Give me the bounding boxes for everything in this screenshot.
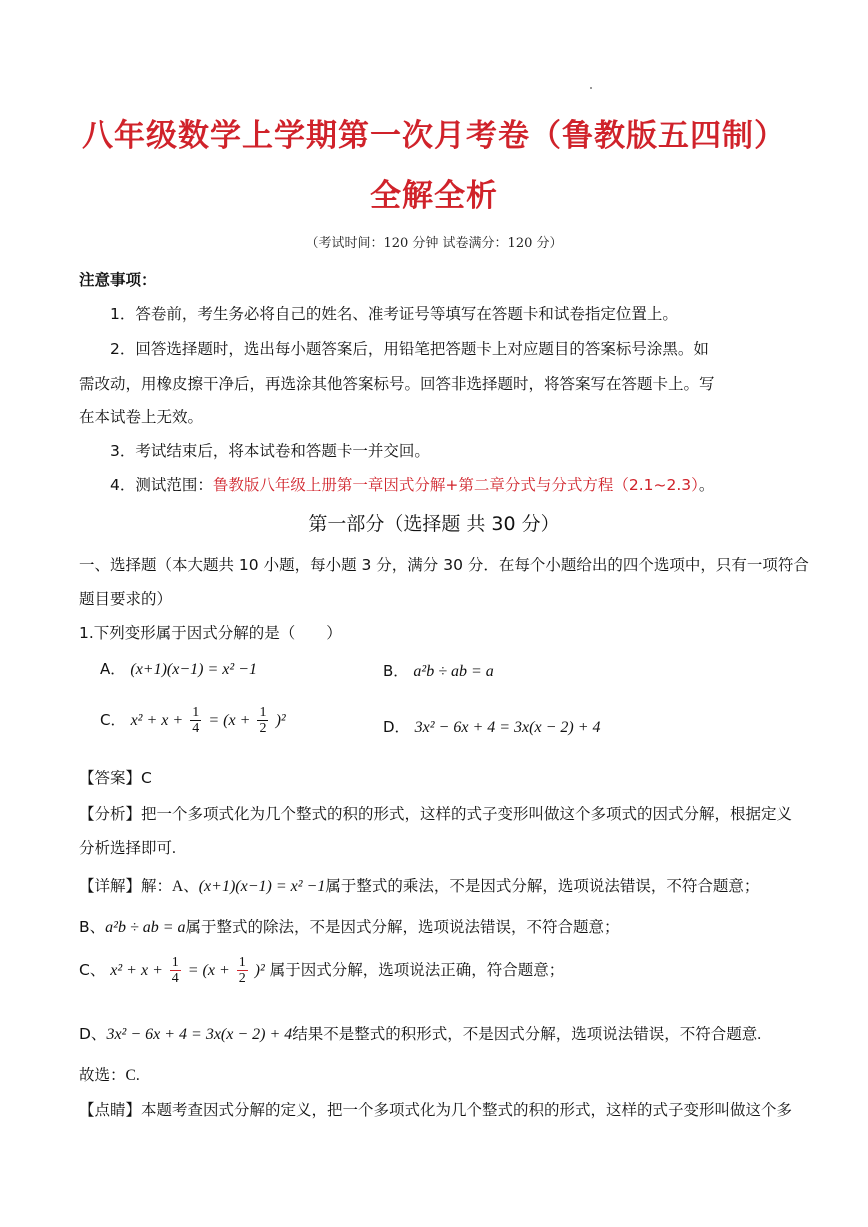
page-subtitle: 全解全析: [370, 178, 498, 214]
detail-d-text: 结果不是整式的积形式，不是因式分解，选项说法错误，不符合题意.: [292, 1026, 762, 1043]
detail-c-expr-right: )²: [254, 962, 265, 979]
detail-c-fraction-2: $\frac{1}{2}$: [238, 955, 246, 986]
detail-d-expr: 3x² − 6x + 4 = 3x(x − 2) + 4: [106, 1026, 293, 1043]
option-c-expr-left: x² + x +: [130, 712, 184, 729]
comment-text: 本题考查因式分解的定义，把一个多项式化为几个整式的积的形式，这样的式子变形叫做这个多: [141, 1102, 793, 1119]
analysis-tag: 【分析】: [79, 805, 142, 823]
option-c-fraction-1: $\frac{1}{4}$: [192, 705, 200, 736]
notice-item-3: 3．考试结束后，将本试卷和答题卡一并交回。: [110, 442, 430, 460]
notice-item-1: 1．答卷前，考生务必将自己的姓名、准考证号等填写在答题卡和试卷指定位置上。: [110, 305, 678, 323]
detail-c-prefix: C、: [79, 961, 106, 979]
detail-d-prefix: D、: [79, 1025, 107, 1043]
option-b-letter: B．: [383, 662, 409, 680]
detail-b: [79, 915, 620, 937]
answer-value: C: [141, 769, 152, 787]
comment-tag: 【点睛】: [79, 1101, 142, 1119]
detail-a-text: 属于整式的乘法，不是因式分解，选项说法错误，不符合题意；: [325, 878, 760, 895]
detail-tag: 【详解】: [79, 877, 142, 895]
answer-line: [79, 766, 152, 788]
detail-c-text: 属于因式分解，选项说法正确，符合题意；: [269, 962, 565, 979]
detail-c-fraction-1: $\frac{1}{4}$: [171, 955, 179, 986]
detail-a-prefix: 解：A、: [141, 878, 199, 895]
analysis-line2: 分析选择即可.: [79, 840, 176, 857]
option-a: [100, 658, 257, 679]
detail-b-prefix: B、: [79, 918, 106, 936]
part1-heading: 第一部分（选择题 共 30 分）: [308, 513, 560, 535]
question-1-stem: 1.下列变形属于因式分解的是（ ）: [79, 624, 342, 642]
option-d-expr: 3x² − 6x + 4 = 3x(x − 2) + 4: [414, 719, 601, 736]
option-d-letter: D．: [383, 718, 410, 736]
notice-item-2-line3: 在本试卷上无效。: [79, 408, 204, 426]
option-c-expr-mid: = (x +: [208, 712, 251, 729]
section-instructions-line1: 一、选择题（本大题共 10 小题，每小题 3 分，满分 30 分．在每个小题给出的四个选项中，只有一项符合: [79, 556, 809, 574]
conclusion: 故选：C.: [79, 1067, 140, 1084]
comment-line: [79, 1098, 792, 1120]
scan-dot: [590, 87, 592, 89]
detail-a: [79, 874, 759, 896]
detail-d: [79, 1022, 761, 1044]
notice-item-4-suffix: 。: [698, 476, 715, 494]
detail-a-expr: (x+1)(x−1) = x² −1: [198, 878, 326, 895]
detail-c-expr-mid: = (x +: [187, 962, 230, 979]
detail-b-expr: a²b ÷ ab = a: [105, 919, 186, 936]
option-c-fraction-2: $\frac{1}{2}$: [259, 705, 267, 736]
notice-item-2-line1: 2．回答选择题时，选出每小题答案后，用铅笔把答题卡上对应题目的答案标号涂黑。如: [110, 340, 709, 358]
test-scope: 鲁教版八年级上册第一章因式分解+第二章分式与分式方程（2.1~2.3）: [212, 476, 699, 494]
option-a-expr: (x+1)(x−1) = x² −1: [130, 661, 257, 678]
option-d: [383, 716, 601, 737]
detail-c-expr-left: x² + x +: [110, 962, 163, 979]
section-instructions-line2: 题目要求的）: [79, 590, 173, 608]
option-c: [100, 705, 286, 736]
detail-b-text: 属于整式的除法，不是因式分解，选项说法错误，不符合题意；: [185, 919, 620, 936]
option-a-letter: A．: [100, 660, 126, 678]
analysis-text: 把一个多项式化为几个整式的积的形式，这样的式子变形叫做这个多项式的因式分解，根据定义: [141, 806, 793, 823]
page-title: 八年级数学上学期第一次月考卷（鲁教版五四制）: [82, 118, 786, 154]
answer-tag: 【答案】: [79, 769, 142, 787]
notice-item-4: [110, 473, 714, 495]
detail-c: [79, 955, 564, 986]
notice-heading: 注意事项：: [79, 271, 157, 289]
option-c-letter: C．: [100, 711, 126, 729]
analysis-line1: [79, 802, 792, 824]
option-b-expr: a²b ÷ ab = a: [413, 663, 494, 680]
option-c-expr-right: )²: [275, 712, 286, 729]
exam-meta: （考试时间：120 分钟 试卷满分：120 分）: [305, 236, 563, 251]
option-b: [383, 660, 494, 681]
notice-item-2-line2: 需改动，用橡皮擦干净后，再选涂其他答案标号。回答非选择题时，将答案写在答题卡上。写: [79, 375, 715, 393]
notice-item-4-prefix: 4．测试范围：: [110, 476, 213, 494]
